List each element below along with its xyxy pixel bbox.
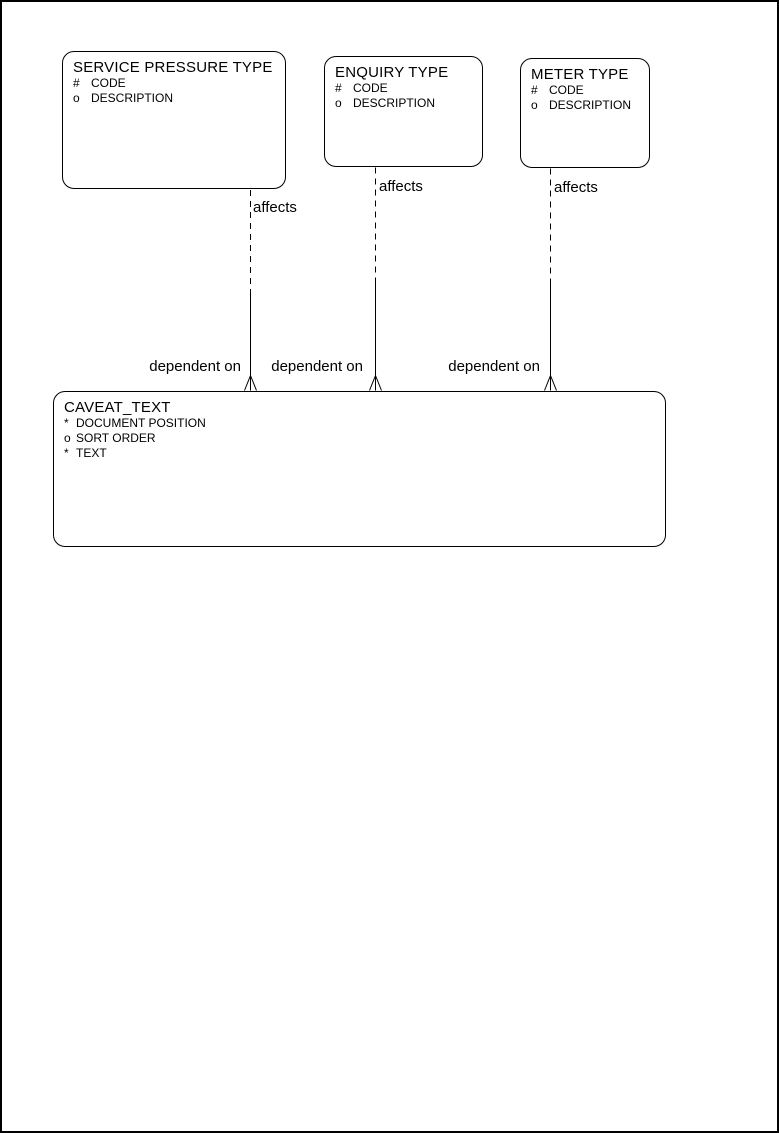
attribute-prefix: # xyxy=(531,83,538,97)
attribute-name: SORT ORDER xyxy=(76,431,156,445)
attribute-prefix: * xyxy=(64,446,69,460)
attribute-prefix: * xyxy=(64,416,69,430)
entity-caveat-text xyxy=(53,391,666,547)
attribute-prefix: o xyxy=(64,431,71,445)
attribute-row xyxy=(531,98,639,113)
attribute-row xyxy=(64,416,655,431)
relationship-label-dependent-on: dependent on xyxy=(149,358,241,375)
attribute-name: DOCUMENT POSITION xyxy=(76,416,206,430)
crows-foot-icon xyxy=(370,376,382,391)
relationship-label-dependent-on: dependent on xyxy=(448,358,540,375)
entity-title: CAVEAT_TEXT xyxy=(64,399,171,416)
attribute-prefix: o xyxy=(335,96,342,110)
relationship-line-meter-type xyxy=(545,169,557,391)
attribute-row xyxy=(73,91,275,106)
crows-foot-icon xyxy=(245,376,257,391)
relationship-line-service-pressure-type xyxy=(245,190,257,391)
attribute-name: DESCRIPTION xyxy=(549,98,632,112)
attribute-name: CODE xyxy=(353,81,388,95)
attribute-row xyxy=(64,431,655,446)
relationship-label-affects: affects xyxy=(253,199,297,216)
attribute-row xyxy=(531,83,639,98)
crows-foot-icon xyxy=(545,376,557,391)
attribute-name: CODE xyxy=(91,76,126,90)
attribute-prefix: # xyxy=(335,81,342,95)
attribute-name: DESCRIPTION xyxy=(353,96,436,110)
relationship-label-affects: affects xyxy=(379,178,423,195)
attribute-prefix: o xyxy=(531,98,538,112)
entity-enquiry-type xyxy=(324,56,483,167)
relationship-label-dependent-on: dependent on xyxy=(271,358,363,375)
entity-title: METER TYPE xyxy=(531,66,629,83)
entity-title: ENQUIRY TYPE xyxy=(335,64,449,81)
attribute-name: TEXT xyxy=(76,446,107,460)
attribute-prefix: # xyxy=(73,76,80,90)
attribute-row xyxy=(73,76,275,91)
relationship-label-affects: affects xyxy=(554,179,598,196)
attribute-row xyxy=(335,96,472,111)
entity-service-pressure-type xyxy=(62,51,286,189)
attribute-prefix: o xyxy=(73,91,80,105)
entity-meter-type xyxy=(520,58,650,168)
entity-title: SERVICE PRESSURE TYPE xyxy=(73,59,273,76)
attribute-row xyxy=(64,446,655,461)
attribute-name: DESCRIPTION xyxy=(91,91,174,105)
attribute-row xyxy=(335,81,472,96)
relationship-line-enquiry-type xyxy=(370,168,382,391)
attribute-name: CODE xyxy=(549,83,584,97)
